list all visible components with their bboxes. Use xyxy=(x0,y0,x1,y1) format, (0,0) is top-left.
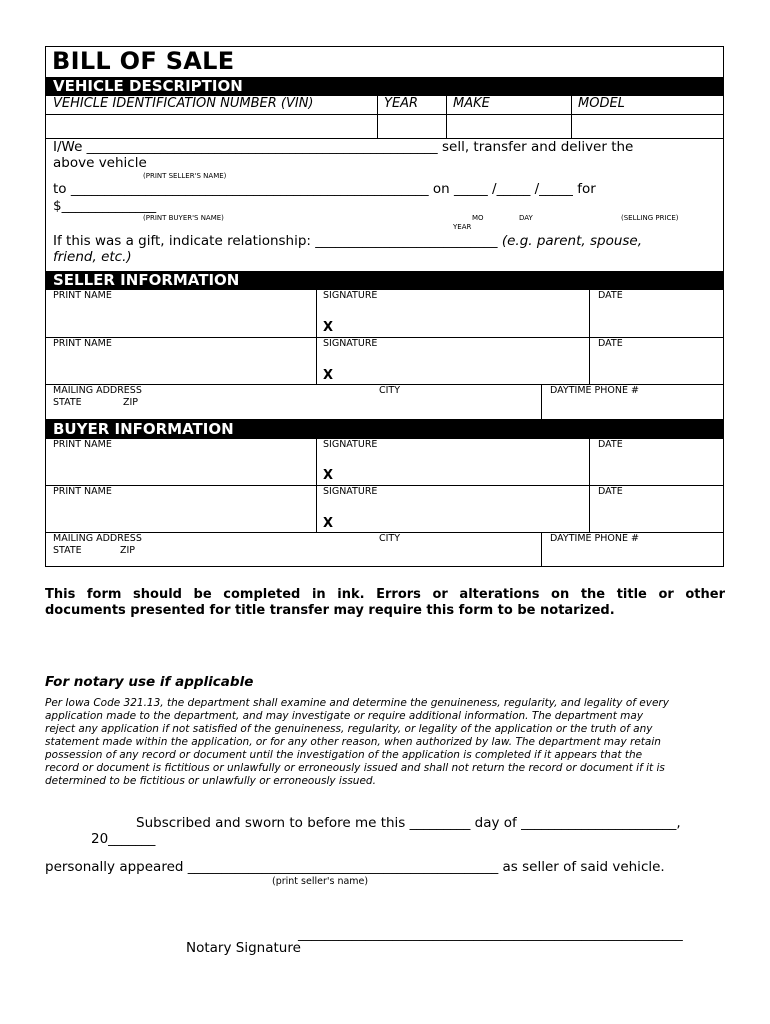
model-field[interactable] xyxy=(572,115,724,138)
make-field[interactable] xyxy=(447,115,571,138)
buyer-1-signature-field[interactable] xyxy=(340,452,588,484)
seller-2-signature-x: X xyxy=(323,368,334,383)
buyer-address-field[interactable] xyxy=(150,533,540,565)
notary-heading: For notary use if applicable xyxy=(45,674,254,690)
seller-zip-label: ZIP xyxy=(123,397,139,408)
make-column-header: MAKE xyxy=(453,96,490,111)
buyer-mailing-address-label: MAILING ADDRESS xyxy=(53,533,142,544)
seller-1-date-label: DATE xyxy=(598,290,623,301)
seller-mailing-address-label: MAILING ADDRESS xyxy=(53,385,142,396)
notary-signature-line[interactable]: _________________________________________________________ xyxy=(298,926,683,942)
vin-column-header: VEHICLE IDENTIFICATION NUMBER (VIN) xyxy=(53,96,314,111)
subscribed-sworn-line[interactable]: Subscribed and sworn to before me this _________ day of _______________________, xyxy=(136,815,681,831)
selling-price-line[interactable]: $______________ xyxy=(53,198,157,214)
buyer-name-caption: (PRINT BUYER'S NAME) xyxy=(143,214,224,222)
seller-state-label: STATE xyxy=(53,397,82,408)
buyer-2-signature-label: SIGNATURE xyxy=(323,486,378,497)
buyer-2-print-name-label: PRINT NAME xyxy=(53,486,112,497)
day-caption: DAY xyxy=(519,214,533,222)
buyer-state-label: STATE xyxy=(53,545,82,556)
seller-2-signature-field[interactable] xyxy=(340,351,588,383)
year-field[interactable] xyxy=(378,115,446,138)
buyer-2-date-field[interactable] xyxy=(591,499,723,531)
iowa-code-line: record or document is fictitious or unlawfully or erroneously issued and shall not return the record or document if it is xyxy=(45,762,665,774)
vehicle-description-header: VEHICLE DESCRIPTION xyxy=(46,77,724,96)
notary-signature-label: Notary Signature xyxy=(186,940,301,956)
vin-field[interactable] xyxy=(46,115,377,138)
iowa-code-paragraph xyxy=(45,697,725,788)
above-vehicle-text: above vehicle xyxy=(53,155,147,171)
gift-example: (e.g. parent, spouse, xyxy=(501,233,643,249)
year-column-header: YEAR xyxy=(384,96,419,111)
seller-2-print-name-field[interactable] xyxy=(47,351,315,383)
gift-example-continued: friend, etc.) xyxy=(53,249,132,265)
month-caption: MO xyxy=(472,214,484,222)
ink-notice-line-1: This form should be completed in ink. Errors or alterations on the title or other xyxy=(45,587,725,602)
seller-1-signature-label: SIGNATURE xyxy=(323,290,378,301)
selling-price-caption: (SELLING PRICE) xyxy=(621,214,679,222)
seller-1-print-name-label: PRINT NAME xyxy=(53,290,112,301)
gift-relationship-text: If this was a gift, indicate relationship: ___________________________ xyxy=(53,233,498,249)
gift-relationship-line[interactable] xyxy=(53,233,642,249)
seller-phone-label: DAYTIME PHONE # xyxy=(550,385,639,396)
seller-name-caption: (PRINT SELLER'S NAME) xyxy=(143,172,227,180)
seller-information-header: SELLER INFORMATION xyxy=(46,271,724,290)
seller-2-signature-label: SIGNATURE xyxy=(323,338,378,349)
page-title: BILL OF SALE xyxy=(52,47,235,75)
buyer-2-signature-field[interactable] xyxy=(340,499,588,531)
iowa-code-line: possession of any record or document until the investigation of the application is completed if it appears that the xyxy=(45,749,643,761)
buyer-2-signature-x: X xyxy=(323,516,334,531)
seller-phone-field[interactable] xyxy=(542,397,723,418)
buyer-city-label: CITY xyxy=(379,533,401,544)
seller-2-print-name-label: PRINT NAME xyxy=(53,338,112,349)
iowa-code-line: statement made within the application, or for any other reason, when authorized by law. The department may retain xyxy=(45,736,661,748)
seller-2-date-field[interactable] xyxy=(591,351,723,383)
ink-notice-line-2: documents presented for title transfer may require this form to be notarized. xyxy=(45,603,615,618)
seller-name-line[interactable]: I/We ____________________________________________________ sell, transfer and deliver the xyxy=(53,139,634,155)
print-seller-name-caption: (print seller's name) xyxy=(272,876,369,887)
notary-year-line[interactable]: 20_______ xyxy=(91,831,156,847)
buyer-date-line[interactable]: to _____________________________________________________ on _____ /_____ /_____ for xyxy=(53,181,596,197)
seller-1-print-name-field[interactable] xyxy=(47,303,315,336)
seller-1-signature-x: X xyxy=(323,320,334,335)
seller-city-label: CITY xyxy=(379,385,401,396)
iowa-code-line: Per Iowa Code 321.13, the department shall examine and determine the genuineness, regularity, and legality of every xyxy=(45,697,669,709)
buyer-phone-label: DAYTIME PHONE # xyxy=(550,533,639,544)
buyer-2-date-label: DATE xyxy=(598,486,623,497)
buyer-zip-label: ZIP xyxy=(120,545,136,556)
buyer-1-signature-x: X xyxy=(323,468,334,483)
iowa-code-line: reject any application if not satisfied of the genuineness, regularity, or legality of the application or the truth of any xyxy=(45,723,653,735)
seller-address-field[interactable] xyxy=(150,385,540,418)
personally-appeared-line[interactable]: personally appeared ______________________________________________ as seller of said vehicle. xyxy=(45,859,665,875)
seller-1-date-field[interactable] xyxy=(591,303,723,336)
buyer-1-signature-label: SIGNATURE xyxy=(323,439,378,450)
iowa-code-line: determined to be fictitious or unlawfully or erroneously issued. xyxy=(45,775,376,787)
year-caption: YEAR xyxy=(453,223,472,231)
model-column-header: MODEL xyxy=(578,96,625,111)
seller-2-date-label: DATE xyxy=(598,338,623,349)
buyer-1-print-name-label: PRINT NAME xyxy=(53,439,112,450)
buyer-1-print-name-field[interactable] xyxy=(47,452,315,484)
buyer-2-print-name-field[interactable] xyxy=(47,499,315,531)
seller-1-signature-field[interactable] xyxy=(340,303,588,336)
buyer-1-date-field[interactable] xyxy=(591,452,723,484)
buyer-phone-field[interactable] xyxy=(542,545,723,565)
buyer-1-date-label: DATE xyxy=(598,439,623,450)
iowa-code-line: application made to the department, and may investigate or require additional information. The department may xyxy=(45,710,644,722)
buyer-information-header: BUYER INFORMATION xyxy=(46,420,724,439)
